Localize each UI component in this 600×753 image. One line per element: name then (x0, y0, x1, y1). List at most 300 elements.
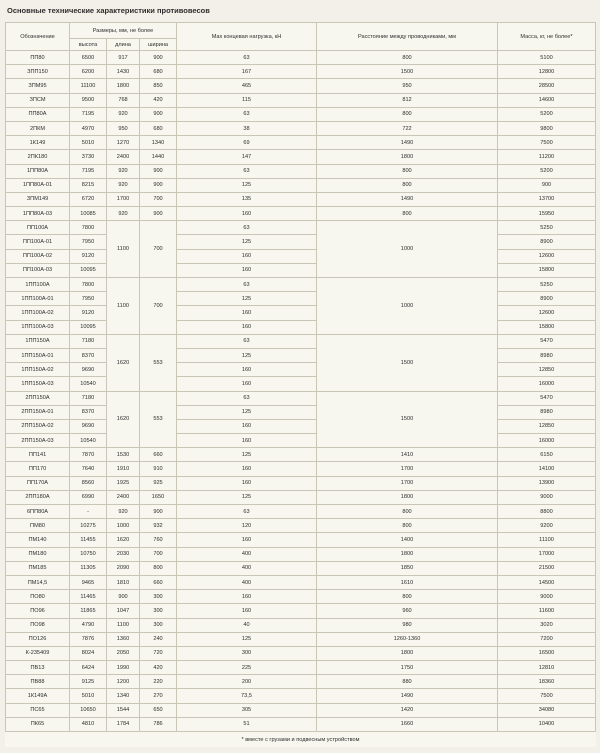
cell-load: 125 (177, 490, 317, 504)
table-row (6, 575, 596, 589)
page-title: Основные технические характеристики противовесов (7, 6, 210, 15)
cell-width: 270 (140, 689, 177, 703)
cell-name: ПМ180 (6, 547, 70, 561)
cell-width: 700 (140, 221, 177, 278)
table-row (6, 632, 596, 646)
cell-mass: 10400 (498, 717, 596, 731)
cell-mass: 16000 (498, 434, 596, 448)
cell-width: 1340 (140, 136, 177, 150)
cell-height: 9120 (70, 249, 107, 263)
cell-name: ЗПМ149 (6, 192, 70, 206)
cell-load: 73,5 (177, 689, 317, 703)
table-row (6, 476, 596, 490)
cell-mass: 14600 (498, 93, 596, 107)
table-row (6, 249, 596, 263)
cell-name: 1ПП150А-02 (6, 363, 70, 377)
cell-distance: 1490 (317, 192, 498, 206)
cell-load: 63 (177, 278, 317, 292)
cell-name: 2ПП150А (6, 391, 70, 405)
cell-load: 160 (177, 590, 317, 604)
cell-width: 786 (140, 717, 177, 731)
cell-name: 2ПП150А-02 (6, 419, 70, 433)
cell-distance: 950 (317, 79, 498, 93)
cell-height: 8560 (70, 476, 107, 490)
cell-length: 900 (107, 590, 140, 604)
cell-length: 1100 (107, 618, 140, 632)
cell-mass: 15800 (498, 320, 596, 334)
cell-length: 920 (107, 505, 140, 519)
cell-load: 400 (177, 561, 317, 575)
cell-load: 63 (177, 334, 317, 348)
cell-load: 125 (177, 178, 317, 192)
cell-load: 63 (177, 164, 317, 178)
header-mass: Масса, кг, не более* (498, 23, 596, 51)
cell-distance: 1750 (317, 661, 498, 675)
cell-mass: 5250 (498, 278, 596, 292)
cell-load: 120 (177, 519, 317, 533)
cell-mass: 5250 (498, 221, 596, 235)
cell-width: 720 (140, 646, 177, 660)
cell-distance: 800 (317, 505, 498, 519)
cell-name: ПП170А (6, 476, 70, 490)
cell-load: 167 (177, 65, 317, 79)
cell-load: 160 (177, 320, 317, 334)
cell-width: 900 (140, 164, 177, 178)
cell-height: 11100 (70, 79, 107, 93)
cell-length: 1270 (107, 136, 140, 150)
cell-mass: 16500 (498, 646, 596, 660)
cell-distance: 1490 (317, 136, 498, 150)
cell-distance: 1260-1360 (317, 632, 498, 646)
cell-length: 2050 (107, 646, 140, 660)
cell-load: 465 (177, 79, 317, 93)
cell-distance: 1420 (317, 703, 498, 717)
cell-mass: 8900 (498, 292, 596, 306)
cell-height: 10650 (70, 703, 107, 717)
cell-distance: 980 (317, 618, 498, 632)
cell-mass: 3020 (498, 618, 596, 632)
cell-distance: 1800 (317, 646, 498, 660)
cell-distance: 1500 (317, 65, 498, 79)
table-row (6, 646, 596, 660)
cell-distance: 800 (317, 164, 498, 178)
cell-distance: 722 (317, 121, 498, 135)
cell-height: 10750 (70, 547, 107, 561)
cell-mass: 9800 (498, 121, 596, 135)
cell-mass: 8980 (498, 405, 596, 419)
cell-name: ПВ13 (6, 661, 70, 675)
cell-mass: 5200 (498, 107, 596, 121)
cell-name: 1ПП150А-01 (6, 348, 70, 362)
table-row (6, 533, 596, 547)
table-row (6, 661, 596, 675)
table-row (6, 490, 596, 504)
cell-mass: 28500 (498, 79, 596, 93)
cell-name: 1ПП100А-01 (6, 292, 70, 306)
cell-mass: 15800 (498, 263, 596, 277)
table-row (6, 448, 596, 462)
cell-load: 200 (177, 675, 317, 689)
cell-mass: 7200 (498, 632, 596, 646)
cell-height: 7950 (70, 235, 107, 249)
cell-distance: 1410 (317, 448, 498, 462)
cell-height: 10275 (70, 519, 107, 533)
cell-width: 240 (140, 632, 177, 646)
cell-height: 7195 (70, 164, 107, 178)
cell-mass: 8980 (498, 348, 596, 362)
cell-distance: 1000 (317, 278, 498, 335)
table-row (6, 79, 596, 93)
cell-height: 6990 (70, 490, 107, 504)
cell-length: 1360 (107, 632, 140, 646)
cell-height: 5010 (70, 689, 107, 703)
cell-height: 7180 (70, 334, 107, 348)
cell-width: 900 (140, 107, 177, 121)
cell-height: 7180 (70, 391, 107, 405)
document (5, 5, 595, 747)
cell-name: ЗПМ95 (6, 79, 70, 93)
cell-name: ПК65 (6, 717, 70, 731)
cell-height: 8215 (70, 178, 107, 192)
cell-load: 63 (177, 505, 317, 519)
cell-distance: 960 (317, 604, 498, 618)
table-row (6, 107, 596, 121)
cell-distance: 800 (317, 107, 498, 121)
cell-width: 910 (140, 462, 177, 476)
cell-height: 7876 (70, 632, 107, 646)
cell-load: 160 (177, 249, 317, 263)
cell-name: 2ПКМ (6, 121, 70, 135)
cell-height: 7800 (70, 221, 107, 235)
cell-name: ПВ88 (6, 675, 70, 689)
cell-mass: 11200 (498, 150, 596, 164)
cell-mass: 18360 (498, 675, 596, 689)
cell-height: 4790 (70, 618, 107, 632)
table-row (6, 93, 596, 107)
table-row (6, 434, 596, 448)
cell-width: 420 (140, 93, 177, 107)
cell-mass: 6150 (498, 448, 596, 462)
cell-distance: 800 (317, 519, 498, 533)
table-row (6, 419, 596, 433)
cell-load: 69 (177, 136, 317, 150)
cell-width: 1650 (140, 490, 177, 504)
cell-name: ПП100А-02 (6, 249, 70, 263)
cell-mass: 5470 (498, 334, 596, 348)
cell-length: 1100 (107, 278, 140, 335)
cell-length: 920 (107, 164, 140, 178)
cell-mass: 14500 (498, 575, 596, 589)
cell-load: 160 (177, 462, 317, 476)
cell-mass: 5470 (498, 391, 596, 405)
cell-mass: 12810 (498, 661, 596, 675)
cell-load: 160 (177, 533, 317, 547)
cell-width: 900 (140, 207, 177, 221)
cell-width: 760 (140, 533, 177, 547)
cell-height: 11305 (70, 561, 107, 575)
cell-mass: 12600 (498, 306, 596, 320)
cell-length: 1620 (107, 533, 140, 547)
cell-height: 6200 (70, 65, 107, 79)
cell-height: 8370 (70, 405, 107, 419)
header-dims: Размеры, мм, не более (70, 23, 177, 39)
cell-distance: 1400 (317, 533, 498, 547)
specs-table (5, 22, 596, 747)
cell-length: 917 (107, 51, 140, 65)
cell-load: 160 (177, 377, 317, 391)
cell-width: 700 (140, 278, 177, 335)
table-row (6, 604, 596, 618)
cell-width: 300 (140, 590, 177, 604)
cell-distance: 1500 (317, 334, 498, 391)
cell-load: 160 (177, 263, 317, 277)
table-row (6, 505, 596, 519)
cell-width: 932 (140, 519, 177, 533)
cell-name: 1ПП80А-03 (6, 207, 70, 221)
header-length: длина (107, 39, 140, 51)
cell-length: 920 (107, 178, 140, 192)
cell-name: 1ПП100А (6, 278, 70, 292)
cell-height: 7950 (70, 292, 107, 306)
header-width: ширина (140, 39, 177, 51)
cell-height: 4970 (70, 121, 107, 135)
table-row (6, 207, 596, 221)
table-row (6, 519, 596, 533)
cell-name: 1ПП150А (6, 334, 70, 348)
header-load: Max концевая нагрузка, кН (177, 23, 317, 51)
cell-width: 300 (140, 604, 177, 618)
cell-name: ПП100А-03 (6, 263, 70, 277)
table-row (6, 703, 596, 717)
cell-load: 160 (177, 476, 317, 490)
cell-length: 2030 (107, 547, 140, 561)
header-name: Обозначение (6, 23, 70, 51)
cell-mass: 9000 (498, 590, 596, 604)
cell-height: 8370 (70, 348, 107, 362)
cell-name: 1ПП150А-03 (6, 377, 70, 391)
cell-distance: 1500 (317, 391, 498, 448)
cell-height: 7195 (70, 107, 107, 121)
table-row (6, 547, 596, 561)
cell-distance: 1660 (317, 717, 498, 731)
table-row (6, 689, 596, 703)
cell-name: ЗПСМ (6, 93, 70, 107)
cell-mass: 13700 (498, 192, 596, 206)
cell-name: ПО80 (6, 590, 70, 604)
cell-mass: 900 (498, 178, 596, 192)
cell-height: 6424 (70, 661, 107, 675)
cell-width: 1440 (140, 150, 177, 164)
cell-height: 11865 (70, 604, 107, 618)
table-row (6, 136, 596, 150)
cell-load: 125 (177, 235, 317, 249)
cell-distance: 1800 (317, 547, 498, 561)
cell-load: 135 (177, 192, 317, 206)
cell-name: К-235409 (6, 646, 70, 660)
table-row (6, 405, 596, 419)
cell-distance: 812 (317, 93, 498, 107)
cell-name: 1ПП80А (6, 164, 70, 178)
table-row (6, 320, 596, 334)
cell-width: 553 (140, 391, 177, 448)
cell-width: 900 (140, 51, 177, 65)
cell-height: 5010 (70, 136, 107, 150)
cell-load: 160 (177, 207, 317, 221)
cell-load: 125 (177, 405, 317, 419)
cell-name: ПМ140 (6, 533, 70, 547)
cell-mass: 8900 (498, 235, 596, 249)
cell-mass: 16000 (498, 377, 596, 391)
cell-name: ПС65 (6, 703, 70, 717)
cell-name: 2ПК180 (6, 150, 70, 164)
table-row (6, 235, 596, 249)
table-row (6, 675, 596, 689)
cell-mass: 9000 (498, 490, 596, 504)
cell-load: 51 (177, 717, 317, 731)
cell-length: 1047 (107, 604, 140, 618)
cell-distance: 1800 (317, 490, 498, 504)
table-row (6, 164, 596, 178)
cell-width: 220 (140, 675, 177, 689)
cell-height: 6500 (70, 51, 107, 65)
header-height: высота (70, 39, 107, 51)
cell-name: ЗПП150 (6, 65, 70, 79)
cell-name: 1ПП100А-02 (6, 306, 70, 320)
cell-width: 900 (140, 178, 177, 192)
cell-mass: 12850 (498, 363, 596, 377)
cell-height: 9125 (70, 675, 107, 689)
cell-length: 1430 (107, 65, 140, 79)
cell-load: 160 (177, 306, 317, 320)
cell-height: 11455 (70, 533, 107, 547)
cell-mass: 5100 (498, 51, 596, 65)
footnote: * вместе с грузами и подвесным устройством (241, 736, 360, 743)
cell-distance: 1490 (317, 689, 498, 703)
cell-name: ПМ185 (6, 561, 70, 575)
cell-width: 420 (140, 661, 177, 675)
cell-name: 6ПП80А (6, 505, 70, 519)
table-row (6, 263, 596, 277)
cell-width: 660 (140, 575, 177, 589)
cell-height: 10540 (70, 377, 107, 391)
cell-height: 7800 (70, 278, 107, 292)
cell-length: 1100 (107, 221, 140, 278)
table-row (6, 348, 596, 362)
cell-mass: 9200 (498, 519, 596, 533)
cell-distance: 800 (317, 178, 498, 192)
cell-distance: 800 (317, 51, 498, 65)
cell-mass: 7500 (498, 136, 596, 150)
cell-height: 7640 (70, 462, 107, 476)
table-row (6, 590, 596, 604)
cell-distance: 800 (317, 590, 498, 604)
cell-load: 63 (177, 107, 317, 121)
cell-length: 920 (107, 107, 140, 121)
cell-width: 650 (140, 703, 177, 717)
cell-mass: 8800 (498, 505, 596, 519)
cell-load: 38 (177, 121, 317, 135)
cell-name: ПП100А-01 (6, 235, 70, 249)
cell-length: 1810 (107, 575, 140, 589)
cell-height: 6720 (70, 192, 107, 206)
cell-mass: 13900 (498, 476, 596, 490)
cell-load: 147 (177, 150, 317, 164)
cell-distance: 1800 (317, 150, 498, 164)
cell-name: ПП141 (6, 448, 70, 462)
table-row (6, 221, 596, 235)
cell-name: 2ПП180А (6, 490, 70, 504)
cell-height: 9120 (70, 306, 107, 320)
cell-width: 800 (140, 561, 177, 575)
cell-distance: 880 (317, 675, 498, 689)
cell-load: 63 (177, 391, 317, 405)
cell-mass: 21500 (498, 561, 596, 575)
cell-length: 1000 (107, 519, 140, 533)
cell-height: 4810 (70, 717, 107, 731)
cell-distance: 1700 (317, 462, 498, 476)
cell-name: ПП100А (6, 221, 70, 235)
table-row (6, 178, 596, 192)
table-row (6, 121, 596, 135)
cell-length: 950 (107, 121, 140, 135)
cell-length: 1544 (107, 703, 140, 717)
cell-mass: 14100 (498, 462, 596, 476)
cell-height: 3730 (70, 150, 107, 164)
cell-width: 553 (140, 334, 177, 391)
cell-load: 300 (177, 646, 317, 660)
cell-load: 160 (177, 419, 317, 433)
cell-distance: 1000 (317, 221, 498, 278)
cell-mass: 5200 (498, 164, 596, 178)
table-row (6, 278, 596, 292)
table-row (6, 65, 596, 79)
cell-length: 1620 (107, 334, 140, 391)
cell-mass: 15950 (498, 207, 596, 221)
cell-width: 925 (140, 476, 177, 490)
cell-load: 125 (177, 348, 317, 362)
cell-mass: 17000 (498, 547, 596, 561)
table-row (6, 363, 596, 377)
cell-load: 63 (177, 51, 317, 65)
cell-height: 10095 (70, 320, 107, 334)
cell-length: 1784 (107, 717, 140, 731)
cell-mass: 12800 (498, 65, 596, 79)
cell-load: 125 (177, 632, 317, 646)
cell-name: ПП80 (6, 51, 70, 65)
cell-name: ПП80А (6, 107, 70, 121)
cell-name: 2ПП150А-03 (6, 434, 70, 448)
cell-mass: 12850 (498, 419, 596, 433)
cell-distance: 800 (317, 207, 498, 221)
cell-mass: 12600 (498, 249, 596, 263)
cell-name: 1ПП100А-03 (6, 320, 70, 334)
cell-length: 1620 (107, 391, 140, 448)
cell-height: 7870 (70, 448, 107, 462)
cell-name: ПМ14,5 (6, 575, 70, 589)
table-row (6, 618, 596, 632)
cell-load: 400 (177, 575, 317, 589)
cell-length: 920 (107, 207, 140, 221)
cell-mass: 34080 (498, 703, 596, 717)
cell-length: 1700 (107, 192, 140, 206)
cell-mass: 11600 (498, 604, 596, 618)
cell-name: ПО126 (6, 632, 70, 646)
table-row (6, 306, 596, 320)
table-row (6, 462, 596, 476)
cell-width: 660 (140, 448, 177, 462)
cell-load: 305 (177, 703, 317, 717)
cell-length: 1910 (107, 462, 140, 476)
